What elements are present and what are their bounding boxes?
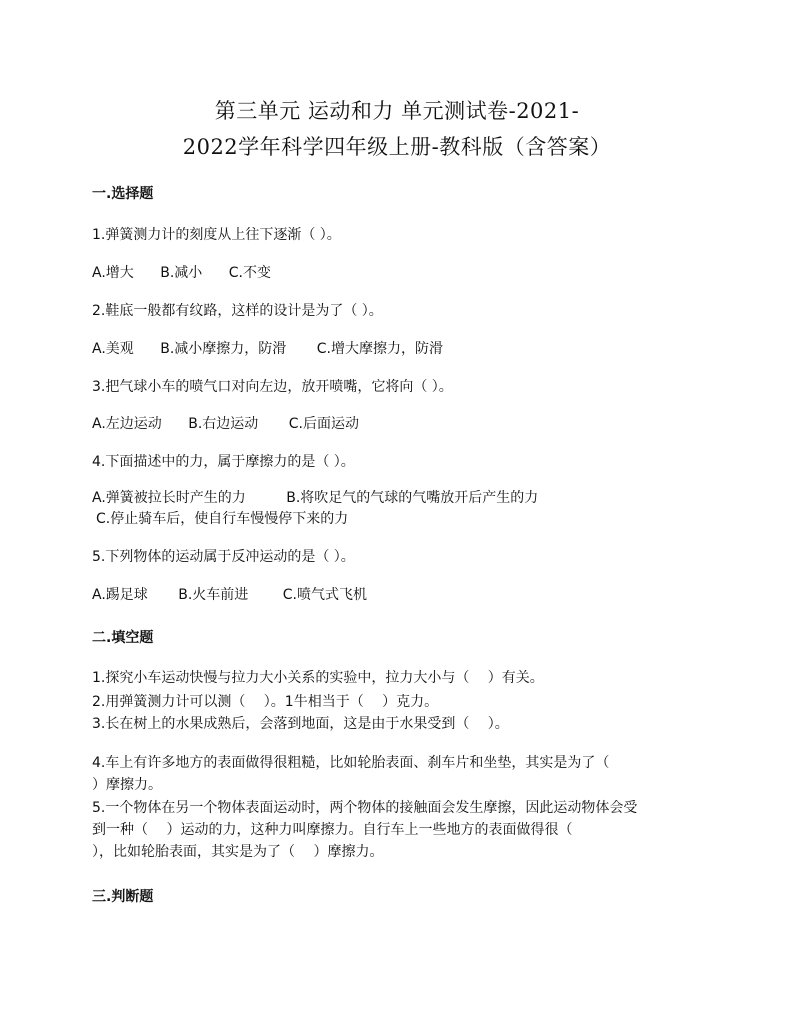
question-stem: 3.把气球小车的喷气口对向左边，放开喷嘴，它将向（ ）。 [92,379,453,395]
question-stem: 4.下面描述中的力，属于摩擦力的是（ ）。 [92,454,355,470]
question-stem: 1.弹簧测力计的刻度从上往下逐渐（ ）。 [92,227,341,243]
option-c: C.后面运动 [288,416,359,432]
fill-question-line: 4.车上有许多地方的表面做得很粗糙，比如轮胎表面、刹车片和坐垫，其实是为了（ [92,755,610,771]
option-c: C.增大摩擦力，防滑 [316,341,443,357]
document-title-line-2: 2022学年科学四年级上册-教科版（含答案） [182,135,612,159]
fill-question-line: ），比如轮胎表面，其实是为了（ ）摩擦力。 [92,844,384,860]
question-options [92,584,367,604]
option-c: C.不变 [228,265,271,281]
section-heading-judge: 三.判断题 [92,889,154,905]
question-options [92,338,443,358]
question-option-c: C.停止骑车后，使自行车慢慢停下来的力 [96,511,349,527]
option-b: B.减小摩擦力，防滑 [160,341,287,357]
option-a: A.弹簧被拉长时产生的力 [92,490,246,506]
fill-question-line: 5.一个物体在另一个物体表面运动时，两个物体的接触面会发生摩擦，因此运动物体会受 [92,800,638,816]
question-options [92,262,271,282]
question-options [92,413,359,433]
document-title-line-1: 第三单元 运动和力 单元测试卷-2021- [214,99,580,123]
fill-question-line: 3.长在树上的水果成熟后，会落到地面，这是由于水果受到（ ）。 [92,716,509,732]
option-a: A.左边运动 [92,416,162,432]
question-stem: 2.鞋底一般都有纹路，这样的设计是为了（ ）。 [92,303,383,319]
option-c: C.喷气式飞机 [282,587,367,603]
fill-question-line: 1.探究小车运动快慢与拉力大小关系的实验中，拉力大小与（ ）有关。 [92,670,544,686]
fill-question-line: ）摩擦力。 [92,777,162,793]
option-b: B.将吹足气的气球的气嘴放开后产生的力 [286,490,539,506]
option-a: A.增大 [92,265,134,281]
fill-question-line: 2.用弹簧测力计可以测（ ）。1牛相当于（ ）克力。 [92,694,439,710]
option-b: B.火车前进 [178,587,249,603]
option-b: B.减小 [160,265,203,281]
option-a: A.踢足球 [92,587,148,603]
question-stem: 5.下列物体的运动属于反冲运动的是（ ）。 [92,549,355,565]
question-options [92,487,538,507]
option-b: B.右边运动 [188,416,259,432]
section-heading-choice: 一.选择题 [92,186,154,202]
fill-question-line: 到一种（ ）运动的力，这种力叫摩擦力。自行车上一些地方的表面做得很（ [92,822,573,838]
section-heading-fill: 二.填空题 [92,630,154,646]
option-a: A.美观 [92,341,134,357]
